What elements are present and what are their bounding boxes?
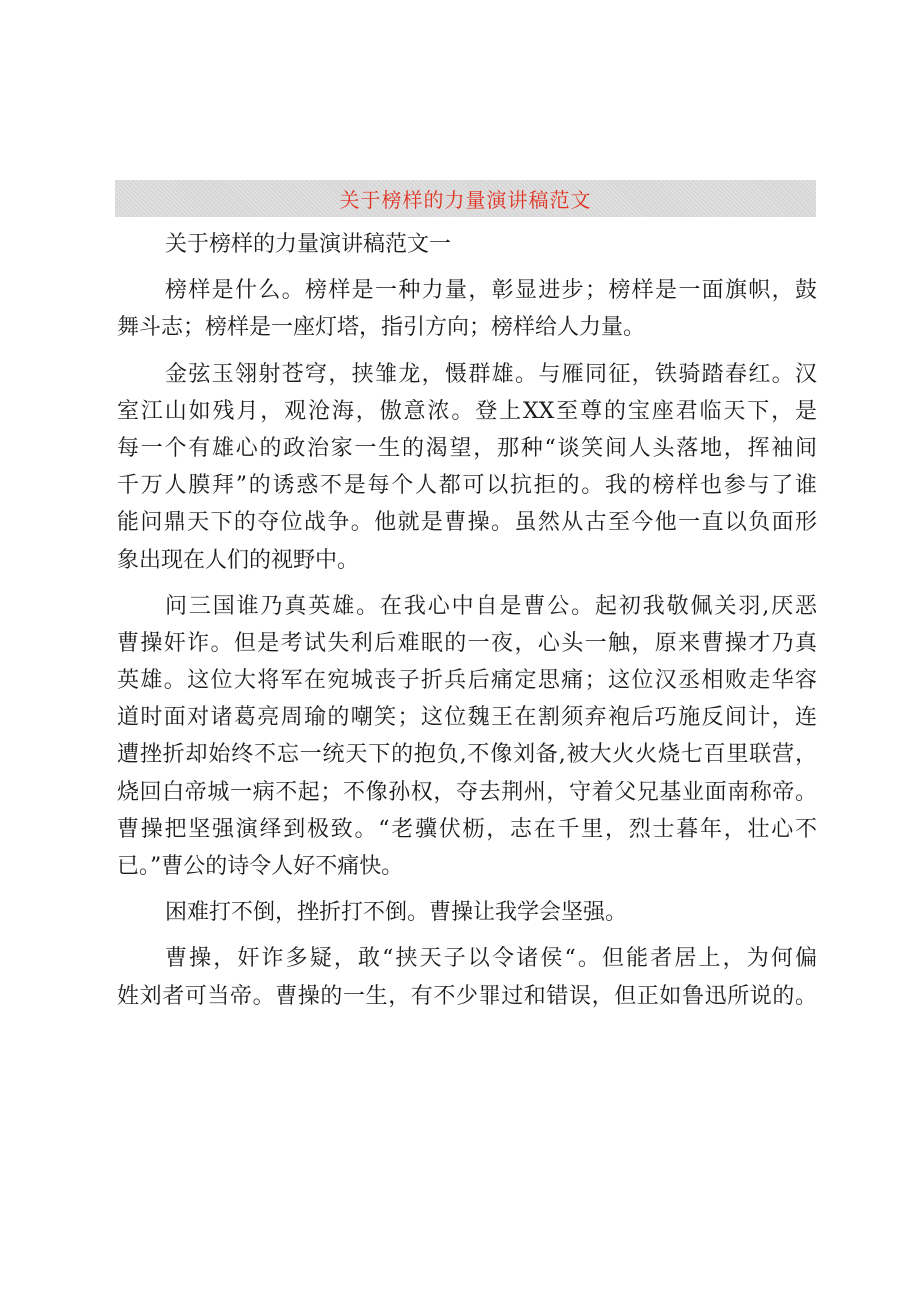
- document-title: 关于榜样的力量演讲稿范文: [339, 188, 592, 212]
- text-line: 室江山如残月，观沧海，傲意浓。登上XX至尊的宝座君临天下，是: [117, 398, 817, 424]
- text-line: 曹操把坚强演绎到极致。“老骥伏枥，志在千里，烈士暮年，壮心不: [117, 816, 817, 842]
- text-line: 每一个有雄心的政治家一生的渴望，那种“谈笑间人头落地，挥袖间: [117, 435, 817, 461]
- text-line: 遭挫折却始终不忘一统天下的抱负,不像刘备,被大火火烧七百里联营，: [117, 742, 817, 768]
- paragraph: [117, 226, 817, 263]
- text-line: 曹操奸诈。但是考试失利后难眠的一夜，心头一触，原来曹操才乃真: [117, 630, 817, 656]
- text-line: 道时面对诸葛亮周瑜的嘲笑；这位魏王在割须弃袍后巧施反间计，连: [117, 705, 817, 731]
- text-line: 已。”曹公的诗令人好不痛快。: [117, 854, 404, 879]
- text-line: 问三国谁乃真英雄。在我心中自是曹公。起初我敬佩关羽,厌恶: [165, 593, 817, 619]
- text-line: 舞斗志；榜样是一座灯塔，指引方向；榜样给人力量。: [117, 315, 646, 341]
- text-line: 榜样是什么。榜样是一种力量，彰显进步；榜样是一面旗帜，鼓: [165, 278, 817, 304]
- section-heading: 关于榜样的力量演讲稿范文一: [165, 232, 452, 257]
- text-line: 能问鼎天下的夺位战争。他就是曹操。虽然从古至今他一直以负面形: [117, 510, 817, 536]
- document-body: [117, 226, 817, 1015]
- text-line: 金弦玉翎射苍穹，挟雏龙，慑群雄。与雁同征，铁骑踏春红。汉: [165, 361, 817, 387]
- text-line: 象出现在人们的视野中。: [117, 547, 360, 573]
- text-line: 烧回白帝城一病不起；不像孙权，夺去荆州，守着父兄基业面南称帝。: [117, 779, 817, 805]
- paragraph: [117, 356, 817, 579]
- paragraph: [117, 588, 817, 886]
- text-line: 千万人膜拜”的诱惑不是每个人都可以抗拒的。我的榜样也参与了谁: [117, 473, 817, 499]
- paragraph: [117, 272, 817, 346]
- text-line: 姓刘者可当帝。曹操的一生，有不少罪过和错误，但正如鲁迅所说的。: [117, 983, 817, 1009]
- text-line: 英雄。这位大将军在宛城丧子折兵后痛定思痛；这位汉丞相败走华容: [117, 668, 817, 694]
- text-line: 曹操，奸诈多疑，敢“挟天子以令诸侯“。但能者居上，为何偏: [165, 946, 817, 972]
- text-line: 困难打不倒，挫折打不倒。曹操让我学会坚强。: [165, 900, 628, 926]
- paragraph: [117, 940, 817, 1014]
- paragraph: [117, 894, 817, 931]
- title-banner: [115, 180, 816, 217]
